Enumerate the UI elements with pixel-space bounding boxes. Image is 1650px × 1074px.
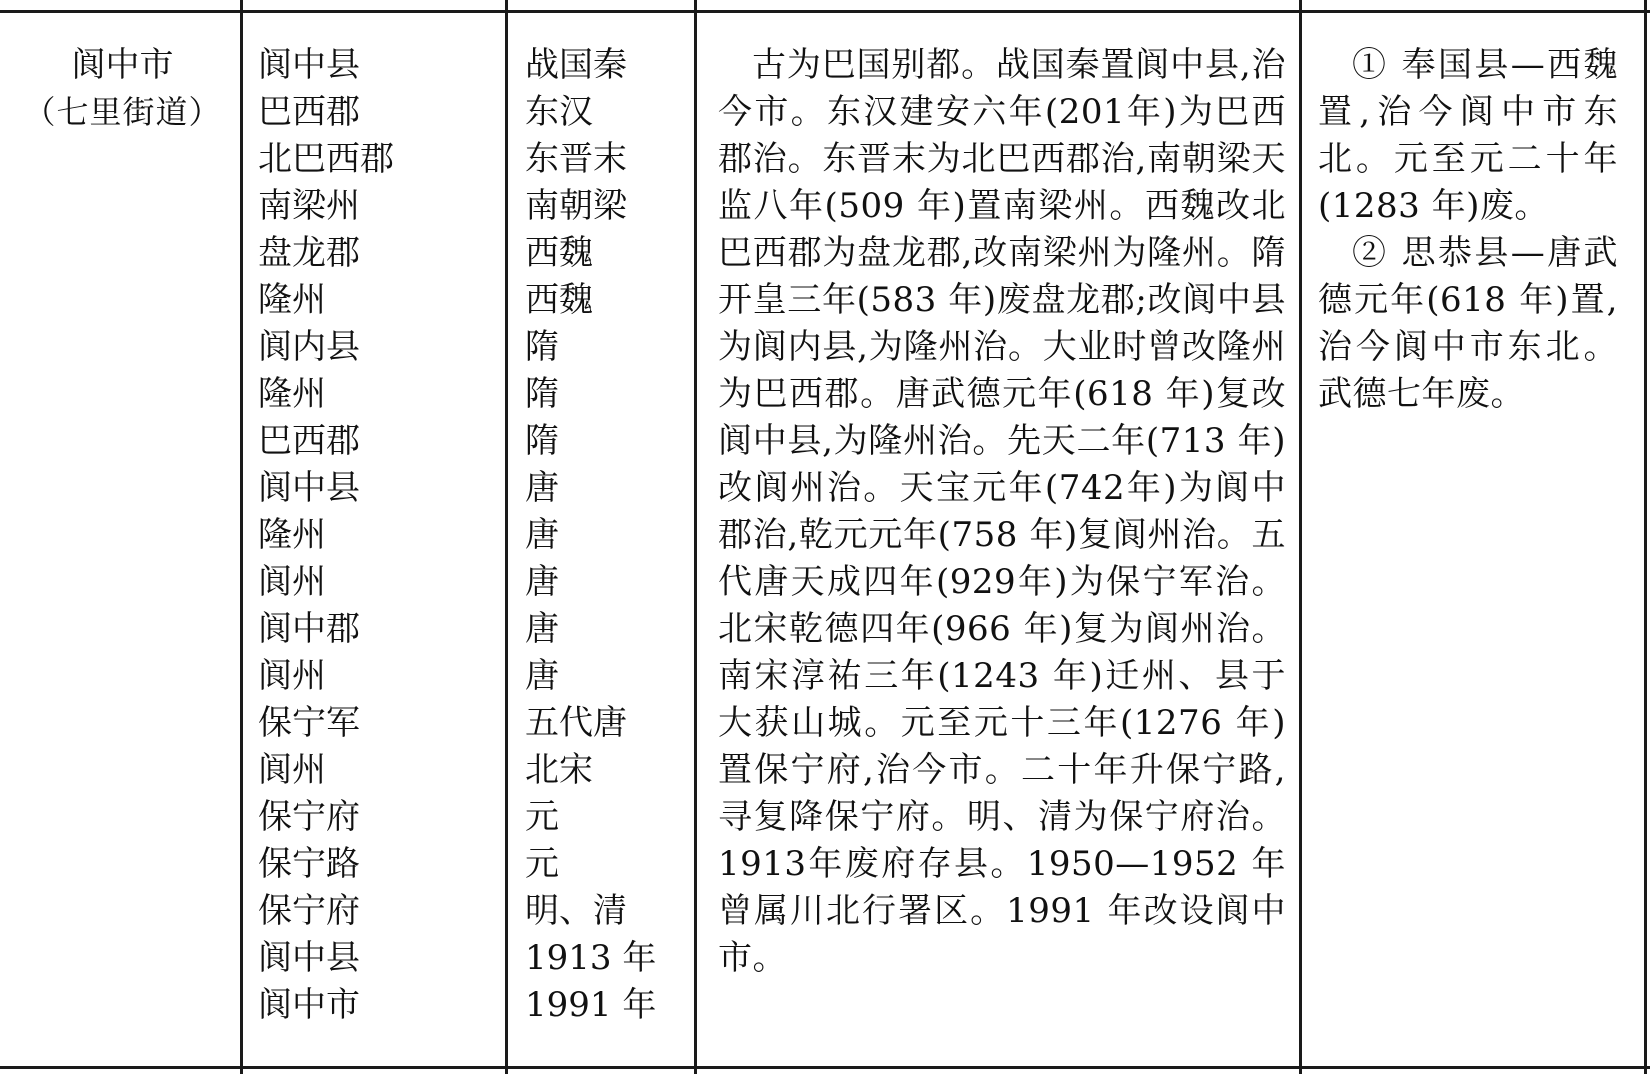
historical-name: 阆州 xyxy=(258,750,326,790)
right-border xyxy=(1644,0,1647,1074)
note-2: ② 思恭县—唐武德元年(618 年)置,治今阆中市东北。武德七年废。 xyxy=(1318,233,1618,414)
col-divider-3 xyxy=(694,0,697,1074)
top-border xyxy=(0,10,1650,13)
period: 唐 xyxy=(525,562,559,602)
historical-name: 南梁州 xyxy=(258,186,360,226)
period: 唐 xyxy=(525,515,559,555)
col-divider-4 xyxy=(1299,0,1302,1074)
period: 东晋末 xyxy=(525,139,627,179)
bottom-border xyxy=(0,1066,1650,1069)
period: 隋 xyxy=(525,421,559,461)
period: 唐 xyxy=(525,656,559,696)
historical-name: 阆中县 xyxy=(258,938,360,978)
city-name: 阆中市 xyxy=(71,45,174,85)
historical-name: 阆中县 xyxy=(258,45,360,85)
period: 南朝梁 xyxy=(525,186,627,226)
period: 唐 xyxy=(525,609,559,649)
period: 东汉 xyxy=(525,92,593,132)
historical-name: 阆州 xyxy=(258,562,326,602)
period: 战国秦 xyxy=(525,45,627,85)
notes-cell xyxy=(1318,42,1618,418)
period: 西魏 xyxy=(525,280,593,320)
note-1: ① 奉国县—西魏置,治今阆中市东北。元至元二十年(1283 年)废。 xyxy=(1318,45,1618,226)
historical-name: 隆州 xyxy=(258,280,326,320)
historical-name: 阆州 xyxy=(258,656,326,696)
historical-name: 隆州 xyxy=(258,374,326,414)
col-divider-1 xyxy=(240,0,243,1074)
historical-name: 巴西郡 xyxy=(258,92,360,132)
col-divider-2 xyxy=(505,0,508,1074)
city-subdistrict: （七里街道） xyxy=(23,93,222,131)
historical-name: 阆中市 xyxy=(258,985,360,1025)
period: 隋 xyxy=(525,327,559,367)
historical-names-cell xyxy=(258,42,498,1029)
historical-name: 保宁军 xyxy=(258,703,360,743)
period: 1991 年 xyxy=(525,985,657,1025)
period: 明、清 xyxy=(525,891,627,931)
period: 唐 xyxy=(525,468,559,508)
history-cell xyxy=(718,42,1286,982)
historical-name: 保宁府 xyxy=(258,891,360,931)
periods-cell xyxy=(525,42,685,1029)
period: 隋 xyxy=(525,374,559,414)
period: 北宋 xyxy=(525,750,593,790)
period: 元 xyxy=(525,797,559,837)
historical-name: 阆内县 xyxy=(258,327,360,367)
historical-name: 保宁路 xyxy=(258,844,360,884)
historical-name: 阆中郡 xyxy=(258,609,360,649)
period: 五代唐 xyxy=(525,703,627,743)
period: 西魏 xyxy=(525,233,593,273)
period: 元 xyxy=(525,844,559,884)
historical-name: 阆中县 xyxy=(258,468,360,508)
historical-name: 巴西郡 xyxy=(258,421,360,461)
historical-name: 盘龙郡 xyxy=(258,233,360,273)
historical-name: 隆州 xyxy=(258,515,326,555)
current-place-cell xyxy=(10,42,235,136)
period: 1913 年 xyxy=(525,938,657,978)
historical-name: 北巴西郡 xyxy=(258,139,394,179)
historical-name: 保宁府 xyxy=(258,797,360,837)
history-text: 古为巴国别都。战国秦置阆中县,治今市。东汉建安六年(201年)为巴西郡治。东晋末为北巴西郡治,南朝梁天监八年(509 年)置南梁州。西魏改北巴西郡为盘龙郡,改南梁州为隆州。隋开皇三年(583 年)废盘龙郡;改阆中县为阆内县,为隆州治。大业时曾改隆州为巴西郡。唐武德元年(618 年)复改阆中县,为隆州治。先天二年(713 年)改阆州治。天宝元年(742年)为阆中郡治,乾元元年(758 年)复阆州治。五代唐天成四年(929年)为保宁军治。北宋乾德四年(966 年)复为阆州治。南宋淳祐三年(1243 年)迁州、县于大获山城。元至元十三年(1276 年)置保宁府,治今市。二十年升保宁路,寻复降保宁府。明、清为保宁府治。1913年废府存县。1950—1952 年曾属川北行署区。1991 年改设阆中市。 xyxy=(718,45,1286,978)
